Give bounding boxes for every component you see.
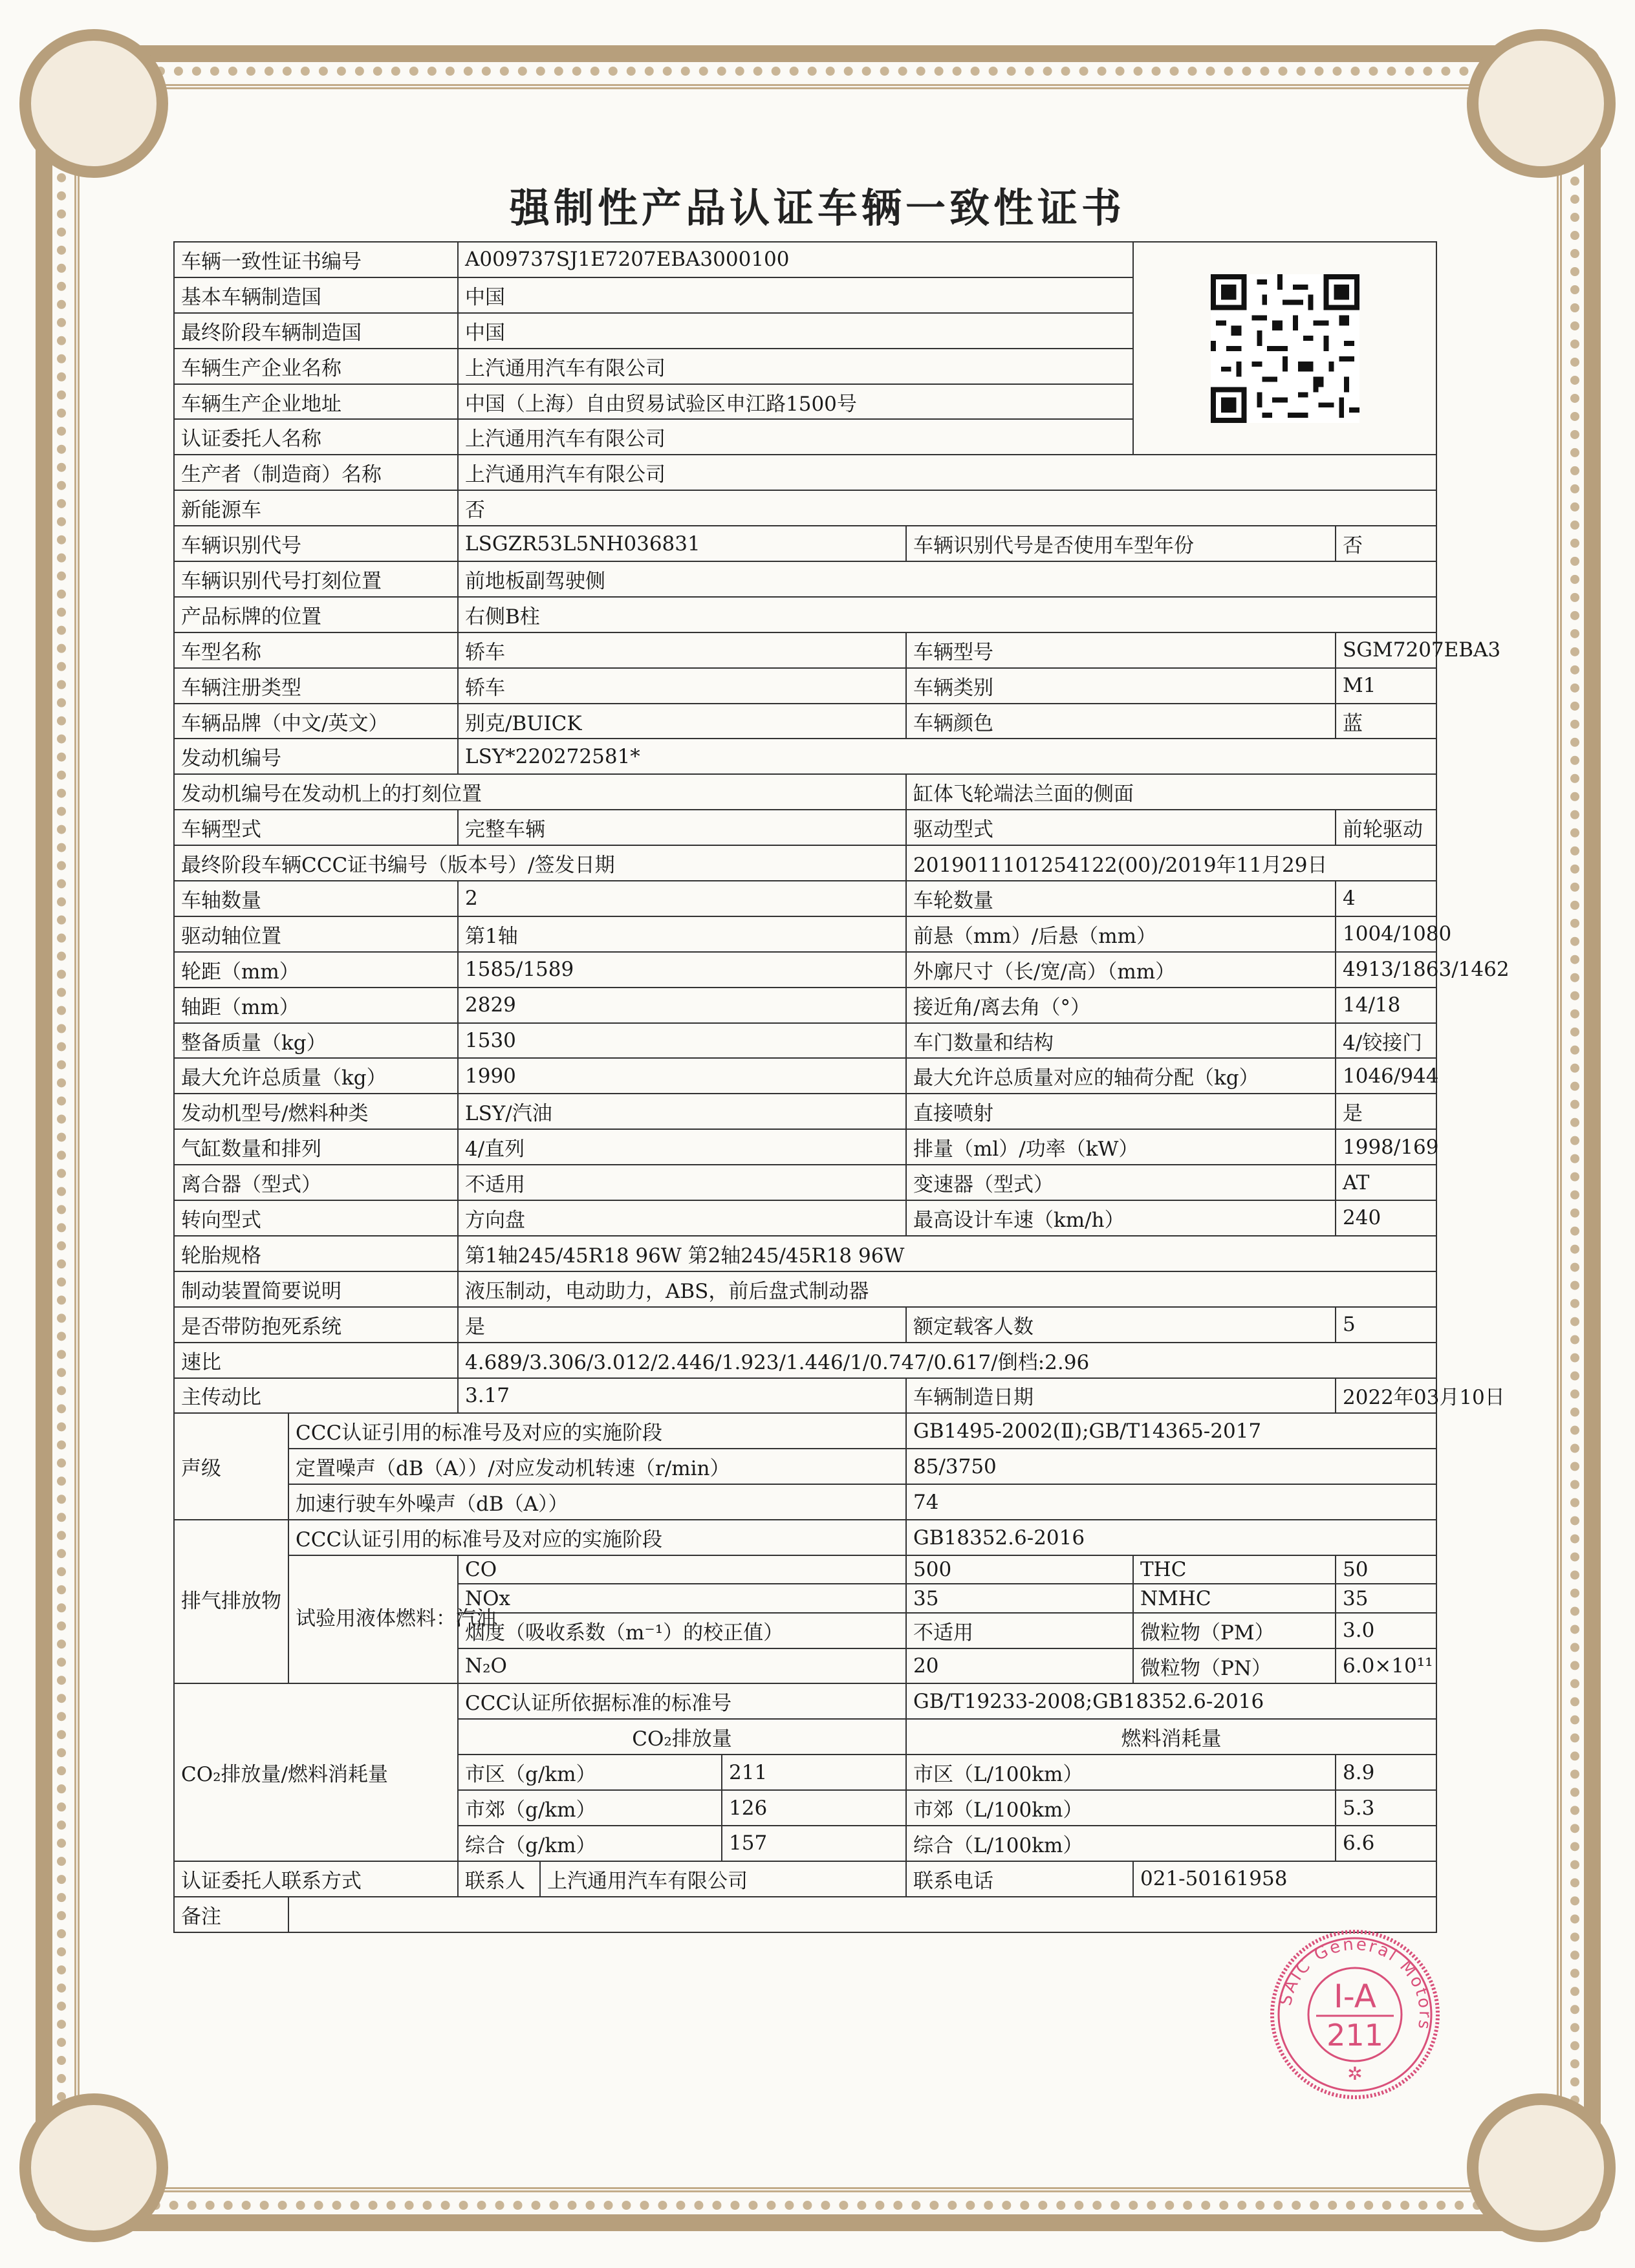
- field-value: 缸体飞轮端法兰面的侧面: [906, 774, 1436, 810]
- field-label: 车辆注册类型: [174, 668, 458, 704]
- table-row: [174, 1236, 1436, 1271]
- field-label: CCC认证引用的标准号及对应的实施阶段: [288, 1520, 906, 1555]
- field-label: 发动机编号在发动机上的打刻位置: [174, 774, 906, 810]
- field-label: 速比: [174, 1343, 458, 1378]
- field-value: 否: [458, 490, 1436, 526]
- field-value: 35: [906, 1584, 1133, 1612]
- field-value: 4/铰接门: [1336, 1023, 1436, 1059]
- field-value: 是: [1336, 1094, 1436, 1129]
- field-label: 发动机型号/燃料种类: [174, 1094, 458, 1129]
- field-value: 240: [1336, 1200, 1436, 1236]
- field-value: 1046/944: [1336, 1058, 1436, 1094]
- field-label: 变速器（型式）: [906, 1165, 1336, 1200]
- field-value: 1530: [458, 1023, 906, 1059]
- table-row: [174, 739, 1436, 774]
- corner-ornament-bottom-right: [1467, 2093, 1616, 2242]
- field-label: 市区（g/km）: [458, 1755, 722, 1790]
- field-value: 5: [1336, 1307, 1436, 1343]
- table-row: [174, 561, 1436, 597]
- table-row: [174, 1094, 1436, 1129]
- field-value: 2022年03月10日: [1336, 1378, 1436, 1414]
- field-label: 车门数量和结构: [906, 1023, 1336, 1059]
- field-value: 5.3: [1336, 1790, 1436, 1826]
- field-label: 最高设计车速（km/h）: [906, 1200, 1336, 1236]
- field-value: 右侧B柱: [458, 597, 1436, 632]
- field-value: A009737SJ1E7207EBA3000100: [458, 242, 1133, 277]
- field-value: 50: [1336, 1555, 1436, 1584]
- field-value: GB/T19233-2008;GB18352.6-2016: [906, 1683, 1436, 1719]
- table-row: [174, 668, 1436, 704]
- field-value: 2829: [458, 988, 906, 1023]
- table-row: [174, 952, 1436, 988]
- table-row: [174, 1413, 1436, 1449]
- field-value: 方向盘: [458, 1200, 906, 1236]
- field-label: 最大允许总质量对应的轴荷分配（kg）: [906, 1058, 1336, 1094]
- field-value: 2: [458, 881, 906, 916]
- field-label: 车轴数量: [174, 881, 458, 916]
- certificate-title: 强制性产品认证车辆一致性证书: [509, 184, 1125, 232]
- field-label: 驱动轴位置: [174, 916, 458, 952]
- field-label: 排量（ml）/功率（kW）: [906, 1129, 1336, 1165]
- field-label: 市区（L/100km）: [906, 1755, 1336, 1790]
- field-label: 外廓尺寸（长/宽/高）（mm）: [906, 952, 1336, 988]
- field-value: 中国（上海）自由贸易试验区申江路1500号: [458, 384, 1133, 420]
- field-value: 1990: [458, 1058, 906, 1094]
- field-label: 市郊（g/km）: [458, 1790, 722, 1826]
- field-label: CCC认证引用的标准号及对应的实施阶段: [288, 1413, 906, 1449]
- table-row: [174, 1449, 1436, 1484]
- field-label: 轮距（mm）: [174, 952, 458, 988]
- field-value: 上汽通用汽车有限公司: [458, 455, 1436, 490]
- field-value: 74: [906, 1484, 1436, 1520]
- field-value: 126: [722, 1790, 906, 1826]
- table-row: [174, 1165, 1436, 1200]
- field-label: 制动装置简要说明: [174, 1271, 458, 1307]
- corner-ornament-bottom-left: [19, 2093, 168, 2242]
- table-row: [174, 1271, 1436, 1307]
- field-label: 新能源车: [174, 490, 458, 526]
- table-row: [174, 1484, 1436, 1520]
- field-label: 额定载客人数: [906, 1307, 1336, 1343]
- field-value: LSY/汽油: [458, 1094, 906, 1129]
- field-value: 第1轴245/45R18 96W 第2轴245/45R18 96W: [458, 1236, 1436, 1271]
- field-label: 加速行驶车外噪声（dB（A））: [288, 1484, 906, 1520]
- field-label: 直接喷射: [906, 1094, 1336, 1129]
- field-value: 不适用: [458, 1165, 906, 1200]
- table-row: [174, 526, 1436, 561]
- table-row: [174, 1129, 1436, 1165]
- field-value: 500: [906, 1555, 1133, 1584]
- field-label: 车轮数量: [906, 881, 1336, 916]
- certificate-table: [173, 241, 1510, 1933]
- field-label: 最终阶段车辆CCC证书编号（版本号）/签发日期: [174, 845, 906, 881]
- field-value: 021-50161958: [1133, 1861, 1436, 1897]
- field-label: 车辆识别代号是否使用车型年份: [906, 526, 1336, 561]
- qr-code-cell: [1133, 242, 1436, 455]
- corner-ornament-top-left: [19, 29, 168, 178]
- qr-code: [1211, 274, 1359, 423]
- field-value: 不适用: [906, 1613, 1133, 1648]
- seal-ring-text: SAIC General Motors: [1275, 1934, 1435, 2033]
- field-label: 市郊（L/100km）: [906, 1790, 1336, 1826]
- field-value: 20: [906, 1648, 1133, 1684]
- field-value: 前地板副驾驶侧: [458, 561, 1436, 597]
- field-label: 发动机编号: [174, 739, 458, 774]
- field-label: 驱动型式: [906, 810, 1336, 845]
- field-label: 认证委托人名称: [174, 419, 458, 455]
- field-label: CCC认证所依据标准的标准号: [458, 1683, 906, 1719]
- field-value: 2019011101254122(00)/2019年11月29日: [906, 845, 1436, 881]
- table-row: [174, 1343, 1436, 1378]
- fuel-header: 燃料消耗量: [906, 1719, 1436, 1755]
- seal-number-text: 211: [1326, 2018, 1383, 2053]
- field-value: AT: [1336, 1165, 1436, 1200]
- table-row: [174, 490, 1436, 526]
- table-row: [174, 916, 1436, 952]
- field-value: 4/直列: [458, 1129, 906, 1165]
- field-value: 85/3750: [906, 1449, 1436, 1484]
- field-value: 上汽通用汽车有限公司: [540, 1861, 906, 1897]
- field-value: 中国: [458, 313, 1133, 349]
- seal-main-text: I-A: [1334, 1978, 1376, 2015]
- field-label: 联系电话: [906, 1861, 1133, 1897]
- field-value: 4.689/3.306/3.012/2.446/1.923/1.446/1/0.747/0.617/倒档:2.96: [458, 1343, 1436, 1378]
- table-row: [174, 1058, 1436, 1094]
- field-label: 微粒物（PM）: [1133, 1613, 1336, 1648]
- field-value: 6.0×10¹¹: [1336, 1648, 1436, 1684]
- table-row: [174, 810, 1436, 845]
- co2-group-label: CO₂排放量/燃料消耗量: [174, 1683, 458, 1861]
- field-label: 车辆颜色: [906, 704, 1336, 739]
- table-row: [174, 632, 1436, 668]
- field-label: 车辆型号: [906, 632, 1336, 668]
- table-row: [174, 988, 1436, 1023]
- field-value: 轿车: [458, 668, 906, 704]
- field-label: 轮胎规格: [174, 1236, 458, 1271]
- remarks-value: [288, 1897, 1436, 1932]
- field-value: 6.6: [1336, 1826, 1436, 1861]
- field-value: LSGZR53L5NH036831: [458, 526, 906, 561]
- table-row: [174, 1023, 1436, 1059]
- seal-graphic: [1268, 1927, 1442, 2102]
- field-label: 接近角/离去角（°）: [906, 988, 1336, 1023]
- field-label: 车辆一致性证书编号: [174, 242, 458, 277]
- company-seal: [1268, 1927, 1442, 2102]
- field-value: 上汽通用汽车有限公司: [458, 419, 1133, 455]
- table-row: [174, 1307, 1436, 1343]
- field-label: 车辆类别: [906, 668, 1336, 704]
- field-value: 否: [1336, 526, 1436, 561]
- field-label: 车辆制造日期: [906, 1378, 1336, 1414]
- field-label: 车辆生产企业地址: [174, 384, 458, 420]
- table-row: [174, 1520, 1436, 1555]
- field-label: 综合（L/100km）: [906, 1826, 1336, 1861]
- field-label: 前悬（mm）/后悬（mm）: [906, 916, 1336, 952]
- field-value: 1004/1080: [1336, 916, 1436, 952]
- field-label: 整备质量（kg）: [174, 1023, 458, 1059]
- field-label: 认证委托人联系方式: [174, 1861, 458, 1897]
- table-row: [174, 1861, 1436, 1897]
- field-label: 车辆识别代号打刻位置: [174, 561, 458, 597]
- field-label: 主传动比: [174, 1378, 458, 1414]
- field-label: 联系人: [458, 1861, 540, 1897]
- field-label: 气缸数量和排列: [174, 1129, 458, 1165]
- field-value: 蓝: [1336, 704, 1436, 739]
- field-label: 定置噪声（dB（A））/对应发动机转速（r/min）: [288, 1449, 906, 1484]
- field-label: 微粒物（PN）: [1133, 1648, 1336, 1684]
- field-label: THC: [1133, 1555, 1336, 1584]
- table-row: [174, 1200, 1436, 1236]
- field-value: 第1轴: [458, 916, 906, 952]
- field-value: 轿车: [458, 632, 906, 668]
- table-row: [174, 597, 1436, 632]
- field-label: CO: [458, 1555, 906, 1584]
- table-row: [174, 242, 1436, 277]
- field-label: 离合器（型式）: [174, 1165, 458, 1200]
- field-label: 生产者（制造商）名称: [174, 455, 458, 490]
- field-value: M1: [1336, 668, 1436, 704]
- corner-ornament-top-right: [1467, 29, 1616, 178]
- field-label: 综合（g/km）: [458, 1826, 722, 1861]
- table-row: [174, 1555, 1436, 1584]
- field-label: N₂O: [458, 1648, 906, 1684]
- field-value: SGM7207EBA3: [1336, 632, 1436, 668]
- field-value: 别克/BUICK: [458, 704, 906, 739]
- field-label: 转向型式: [174, 1200, 458, 1236]
- table-row: [174, 1897, 1436, 1932]
- field-value: 3.17: [458, 1378, 906, 1414]
- field-value: 1585/1589: [458, 952, 906, 988]
- emission-group-label: 排气排放物: [174, 1520, 288, 1683]
- field-value: 3.0: [1336, 1613, 1436, 1648]
- field-label: NOx: [458, 1584, 906, 1612]
- table-row: [174, 1378, 1436, 1414]
- field-label: 基本车辆制造国: [174, 277, 458, 313]
- table-row: [174, 774, 1436, 810]
- field-value: 1998/169: [1336, 1129, 1436, 1165]
- co2-header: CO₂排放量: [458, 1719, 906, 1755]
- field-label: 产品标牌的位置: [174, 597, 458, 632]
- remarks-label: 备注: [174, 1897, 288, 1932]
- field-value: LSY*220272581*: [458, 739, 1436, 774]
- field-label: NMHC: [1133, 1584, 1336, 1612]
- field-value: 前轮驱动: [1336, 810, 1436, 845]
- field-value: 14/18: [1336, 988, 1436, 1023]
- field-label: 车辆识别代号: [174, 526, 458, 561]
- field-value: 4913/1863/1462: [1336, 952, 1436, 988]
- field-label: 最终阶段车辆制造国: [174, 313, 458, 349]
- field-label: 最大允许总质量（kg）: [174, 1058, 458, 1094]
- test-fuel-label: 试验用液体燃料：汽油: [288, 1555, 458, 1684]
- table-row: [174, 845, 1436, 881]
- field-label: 车辆生产企业名称: [174, 349, 458, 384]
- field-label: 车型名称: [174, 632, 458, 668]
- table-row: [174, 881, 1436, 916]
- table-row: [174, 704, 1436, 739]
- field-label: 轴距（mm）: [174, 988, 458, 1023]
- table-row: [174, 1683, 1436, 1719]
- seal-star-icon: ✲: [1347, 2063, 1363, 2084]
- field-value: 中国: [458, 277, 1133, 313]
- field-value: 157: [722, 1826, 906, 1861]
- field-value: GB18352.6-2016: [906, 1520, 1436, 1555]
- field-value: 上汽通用汽车有限公司: [458, 349, 1133, 384]
- field-value: 211: [722, 1755, 906, 1790]
- field-value: 是: [458, 1307, 906, 1343]
- field-value: 完整车辆: [458, 810, 906, 845]
- table-row: [174, 455, 1436, 490]
- field-label: 是否带防抱死系统: [174, 1307, 458, 1343]
- field-value: 35: [1336, 1584, 1436, 1612]
- field-label: 烟度（吸收系数（m⁻¹）的校正值）: [458, 1613, 906, 1648]
- field-value: 液压制动，电动助力，ABS，前后盘式制动器: [458, 1271, 1436, 1307]
- field-value: 8.9: [1336, 1755, 1436, 1790]
- field-label: 车辆型式: [174, 810, 458, 845]
- field-value: GB1495-2002(Ⅱ);GB/T14365-2017: [906, 1413, 1436, 1449]
- field-label: 车辆品牌（中文/英文）: [174, 704, 458, 739]
- noise-group-label: 声级: [174, 1413, 288, 1520]
- field-value: 4: [1336, 881, 1436, 916]
